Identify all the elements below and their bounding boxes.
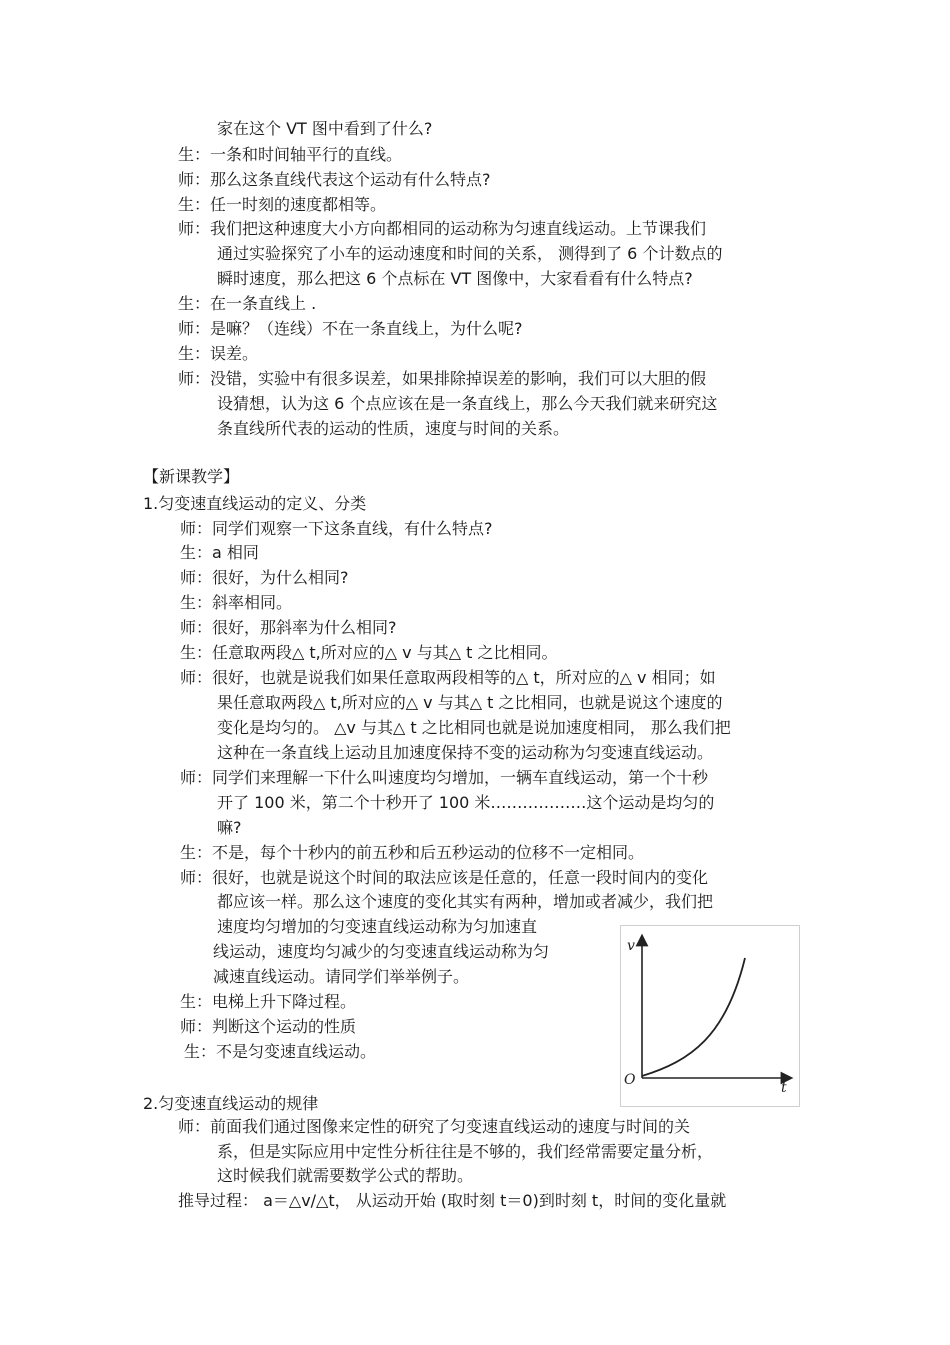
text-line: 生：不是匀变速直线运动。 — [184, 1042, 377, 1061]
text-line: 线运动，速度均匀减少的匀变速直线运动称为匀 — [213, 942, 550, 961]
text-line: 瞬时速度，那么把这 6 个点标在 VT 图像中，大家看看有什么特点? — [217, 269, 693, 288]
vt-graph — [621, 926, 799, 1106]
text-line: 这时候我们就需要数学公式的帮助。 — [217, 1166, 474, 1185]
text-line: 通过实验探究了小车的运动速度和时间的关系， 测得到了 6 个计数点的 — [217, 244, 723, 263]
t-axis-label: t — [781, 1080, 787, 1096]
text-line: 师：很好，那斜率为什么相同? — [180, 618, 397, 637]
text-line: 生：a 相同 — [180, 543, 259, 562]
section-heading: 2.匀变速直线运动的规律 — [143, 1094, 319, 1113]
text-line: 生：误差。 — [178, 344, 259, 363]
text-line: 师：很好，也就是说我们如果任意取两段相等的△ t，所对应的△ v 相同；如 — [180, 668, 716, 687]
vt-graph-figure — [620, 925, 800, 1107]
text-line: 生：任一时刻的速度都相等。 — [178, 195, 387, 214]
text-line: 推导过程： a＝△v/△t， 从运动开始 (取时刻 t＝0)到时刻 t，时间的变化量就 — [178, 1191, 727, 1210]
text-line: 这种在一条直线上运动且加速度保持不变的运动称为匀变速直线运动。 — [217, 743, 714, 762]
text-line: 师：我们把这种速度大小方向都相同的运动称为匀速直线运动。上节课我们 — [178, 219, 707, 238]
text-line: 师：同学们来理解一下什么叫速度均匀增加，一辆车直线运动，第一个十秒 — [180, 768, 709, 787]
text-line: 师：是嘛？（连线）不在一条直线上，为什么呢? — [178, 319, 523, 338]
text-line: 变化是均匀的。 △v 与其△ t 之比相同也就是说加速度相同， 那么我们把 — [217, 718, 731, 737]
velocity-curve — [642, 958, 745, 1076]
text-line: 果任意取两段△ t,所对应的△ v 与其△ t 之比相同，也就是说这个速度的 — [217, 693, 723, 712]
text-line: 师：没错，实验中有很多误差，如果排除掉误差的影响，我们可以大胆的假 — [178, 369, 707, 388]
text-line: 生：一条和时间轴平行的直线。 — [178, 145, 403, 164]
text-line: 师：那么这条直线代表这个运动有什么特点? — [178, 170, 491, 189]
text-line: 减速直线运动。请同学们举举例子。 — [213, 967, 470, 986]
v-axis-label: v — [627, 938, 635, 954]
origin-label: O — [624, 1072, 636, 1088]
text-line: 条直线所代表的运动的性质，速度与时间的关系。 — [217, 419, 570, 438]
text-line: 生：不是，每个十秒内的前五秒和后五秒运动的位移不一定相同。 — [180, 843, 645, 862]
text-line: 设猜想，认为这 6 个点应该在是一条直线上，那么今天我们就来研究这 — [217, 394, 718, 413]
text-line: 嘛? — [217, 818, 242, 837]
text-line: 生：任意取两段△ t,所对应的△ v 与其△ t 之比相同。 — [180, 643, 558, 662]
text-line: 速度均匀增加的匀变速直线运动称为匀加速直 — [217, 917, 538, 936]
text-line: 师：前面我们通过图像来定性的研究了匀变速直线运动的速度与时间的关 — [178, 1117, 691, 1136]
text-line: 师：同学们观察一下这条直线，有什么特点? — [180, 519, 493, 538]
text-line: 生：斜率相同。 — [180, 593, 293, 612]
text-line: 系，但是实际应用中定性分析往往是不够的，我们经常需要定量分析， — [217, 1142, 714, 1161]
text-line: 师：很好，也就是说这个时间的取法应该是任意的，任意一段时间内的变化 — [180, 868, 709, 887]
section-heading: 1.匀变速直线运动的定义、分类 — [143, 494, 367, 513]
text-line: 师：很好，为什么相同? — [180, 568, 349, 587]
text-line: 生：电梯上升下降过程。 — [180, 992, 357, 1011]
text-line: 开了 100 米，第二个十秒开了 100 米………………这个运动是均匀的 — [217, 793, 715, 812]
text-line: 家在这个 VT 图中看到了什么? — [217, 119, 433, 138]
section-heading: 【新课教学】 — [143, 467, 240, 486]
text-line: 都应该一样。那么这个速度的变化其实有两种，增加或者减少，我们把 — [217, 892, 714, 911]
text-line: 师：判断这个运动的性质 — [180, 1017, 357, 1036]
text-line: 生：在一条直线上 . — [178, 294, 317, 313]
